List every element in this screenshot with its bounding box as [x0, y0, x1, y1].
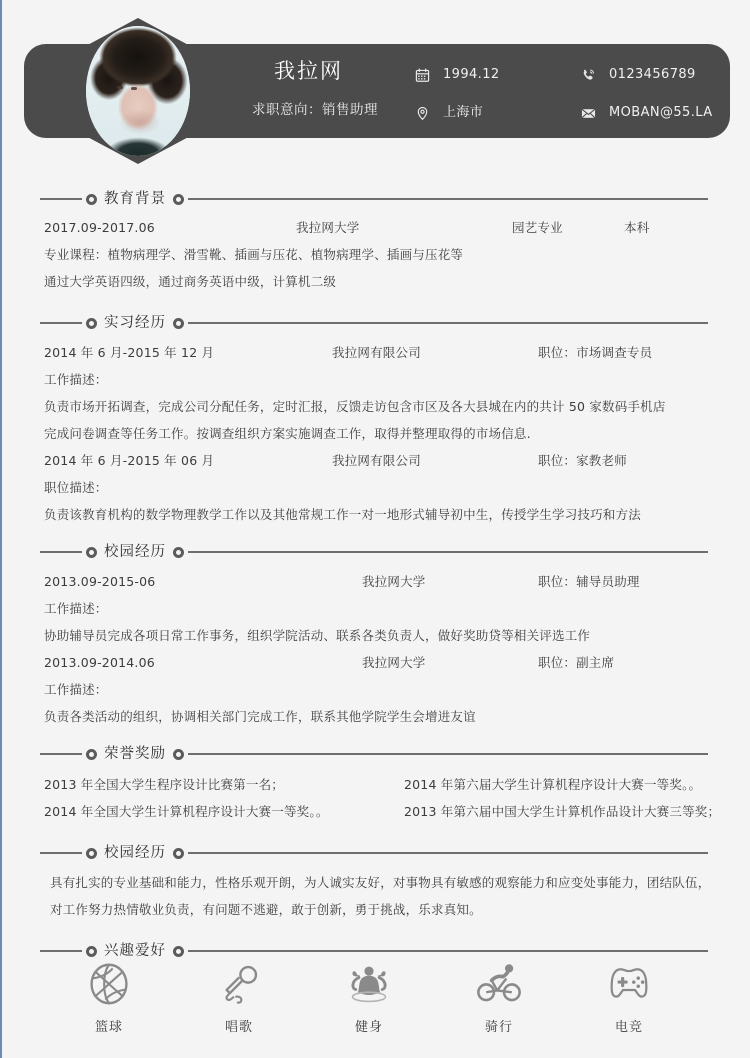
internship-date: 2014 年 6 月-2015 年 06 月 — [44, 453, 215, 468]
rule-left — [40, 198, 82, 200]
rule-left — [40, 753, 82, 755]
rule-right — [188, 198, 708, 200]
section-dot-right-icon — [173, 749, 184, 760]
section-dot-right-icon — [173, 946, 184, 957]
microphone-icon — [211, 958, 267, 1010]
section-title-campus: 校园经历 — [104, 544, 166, 560]
hobby-item-fitness — [304, 958, 434, 1036]
section-header-honors — [40, 744, 708, 764]
avatar-photo — [86, 26, 190, 156]
rule-right — [188, 551, 708, 553]
internship-position: 职位：家教老师 — [538, 453, 627, 468]
rule-right — [188, 753, 708, 755]
internship-date: 2014 年 6 月-2015 年 12 月 — [44, 345, 215, 360]
header-field-phone — [580, 66, 696, 84]
section-header-campus — [40, 542, 708, 562]
hobby-item-esports — [564, 958, 694, 1036]
section-dot-right-icon — [173, 194, 184, 205]
education-date: 2017.09-2017.06 — [44, 220, 155, 235]
rule-left — [40, 852, 82, 854]
hobby-label: 骑行 — [484, 1020, 513, 1035]
evaluation-line: 对工作努力热情敬业负责，有问题不逃避，敢于创新，勇于挑战，乐求真知。 — [50, 902, 482, 917]
campus-position: 职位：辅导员助理 — [538, 574, 640, 589]
campus-school: 我拉网大学 — [362, 574, 426, 589]
section-title-internship: 实习经历 — [104, 315, 166, 331]
candidate-name: 我拉网 — [274, 59, 343, 83]
campus-date: 2013.09-2014.06 — [44, 655, 155, 670]
section-dot-left-icon — [86, 547, 97, 558]
evaluation-line: 具有扎实的专业基础和能力，性格乐观开朗，为人诚实友好，对事物具有敏感的观察能力和应变处事能力，团结队伍， — [50, 875, 711, 890]
birthdate-value: 1994.12 — [443, 67, 500, 82]
rule-left — [40, 950, 82, 952]
section-dot-left-icon — [86, 749, 97, 760]
internship-desc-label: 职位描述： — [44, 480, 108, 495]
honor-item: 2014 年第六届大学生计算机程序设计大赛一等奖。。 — [404, 777, 702, 792]
section-dot-right-icon — [173, 318, 184, 329]
cycling-icon — [471, 958, 527, 1010]
rule-right — [188, 852, 708, 854]
education-certs: 通过大学英语四级，通过商务英语中级，计算机二级 — [44, 274, 337, 289]
honor-item: 2013 年第六届中国大学生计算机作品设计大赛三等奖； — [404, 804, 721, 819]
section-dot-left-icon — [86, 194, 97, 205]
campus-desc-label: 工作描述： — [44, 601, 108, 616]
header-field-city — [414, 104, 483, 122]
internship-position: 职位：市场调查专员 — [538, 345, 653, 360]
hobby-item-cycling — [434, 958, 564, 1036]
internship-company: 我拉网有限公司 — [332, 453, 421, 468]
job-objective: 求职意向：销售助理 — [252, 102, 378, 118]
avatar — [86, 26, 190, 156]
internship-desc-line: 负责该教育机构的数学物理教学工作以及其他常规工作一对一地形式辅导初中生，传授学生学习技巧和方法 — [44, 507, 641, 522]
calendar-icon — [414, 67, 430, 83]
rule-left — [40, 322, 82, 324]
rule-right — [188, 950, 708, 952]
hobby-label: 篮球 — [94, 1020, 123, 1035]
honor-item: 2013 年全国大学生程序设计比赛第一名； — [44, 777, 284, 792]
header-field-birthdate — [414, 66, 500, 84]
section-header-education — [40, 189, 708, 209]
envelope-icon — [580, 105, 596, 121]
education-degree: 本科 — [624, 220, 650, 235]
section-dot-right-icon — [173, 848, 184, 859]
section-header-internship — [40, 313, 708, 333]
section-title-hobbies: 兴趣爱好 — [104, 943, 166, 959]
hobby-label: 电竞 — [614, 1020, 643, 1035]
education-school: 我拉网大学 — [296, 220, 360, 235]
fitness-muscle-icon — [341, 958, 397, 1010]
phone-icon — [580, 67, 596, 83]
header-field-email — [580, 104, 713, 122]
hobbies-list — [44, 958, 712, 1036]
internship-desc-line: 负责市场开拓调查，完成公司分配任务，定时汇报，反馈走访包含市区及各大县城在内的共计 50 家数码手机店 — [44, 399, 666, 414]
internship-desc-line: 完成问卷调查等任务工作。按调查组织方案实施调查工作，取得并整理取得的市场信息. — [44, 426, 531, 441]
section-dot-left-icon — [86, 318, 97, 329]
gamepad-icon — [601, 958, 657, 1010]
education-major: 园艺专业 — [512, 220, 563, 235]
rule-left — [40, 551, 82, 553]
section-title-honors: 荣誉奖励 — [104, 746, 166, 762]
campus-desc-line: 协助辅导员完成各项日常工作事务，组织学院活动、联系各类负责人，做好奖助贷等相关评选工作 — [44, 628, 591, 643]
campus-desc-line: 负责各类活动的组织，协调相关部门完成工作，联系其他学院学生会增进友谊 — [44, 709, 476, 724]
section-title-evaluation: 校园经历 — [104, 845, 166, 861]
campus-date: 2013.09-2015-06 — [44, 574, 156, 589]
resume-header — [24, 44, 730, 138]
campus-desc-label: 工作描述： — [44, 682, 108, 697]
internship-desc-label: 工作描述： — [44, 372, 108, 387]
email-value: MOBAN@55.LA — [609, 105, 713, 120]
education-courses: 专业课程：植物病理学、滑雪靴、插画与压花、植物病理学、插画与压花等 — [44, 247, 464, 262]
section-dot-left-icon — [86, 946, 97, 957]
hobby-item-singing — [174, 958, 304, 1036]
hobby-label: 健身 — [354, 1020, 383, 1035]
city-value: 上海市 — [443, 105, 484, 120]
section-header-evaluation — [40, 843, 708, 863]
basketball-icon — [81, 958, 137, 1010]
section-dot-right-icon — [173, 547, 184, 558]
campus-school: 我拉网大学 — [362, 655, 426, 670]
hobby-item-basketball — [44, 958, 174, 1036]
phone-value: 0123456789 — [609, 67, 696, 82]
campus-position: 职位：副主席 — [538, 655, 615, 670]
location-pin-icon — [414, 105, 430, 121]
hobby-label: 唱歌 — [224, 1020, 253, 1035]
section-title-education: 教育背景 — [104, 191, 166, 207]
honor-item: 2014 年全国大学生计算机程序设计大赛一等奖。。 — [44, 804, 329, 819]
internship-company: 我拉网有限公司 — [332, 345, 421, 360]
section-dot-left-icon — [86, 848, 97, 859]
rule-right — [188, 322, 708, 324]
